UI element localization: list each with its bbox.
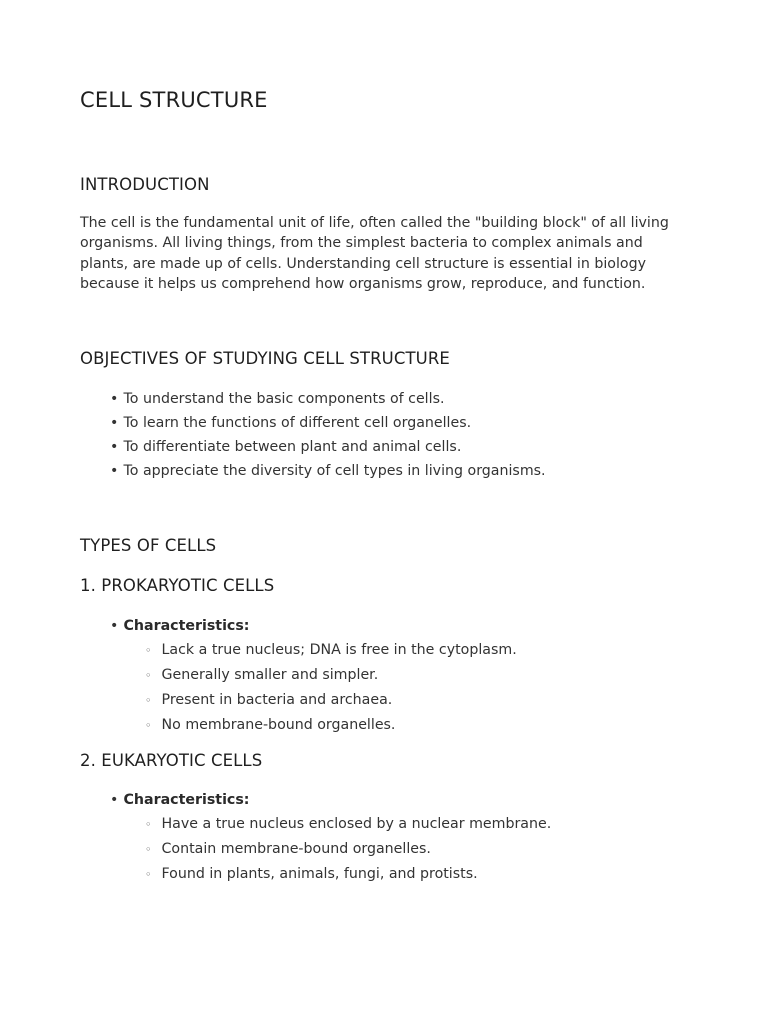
list-item xyxy=(110,614,517,738)
list-item-text: To appreciate the diversity of cell types in living organisms. xyxy=(123,463,546,479)
eukaryotic-characteristics xyxy=(110,812,551,887)
circle-bullet-icon: ◦ xyxy=(145,644,152,657)
characteristics-label: Characteristics: xyxy=(123,792,250,808)
list-item-text: To learn the functions of different cell organelles. xyxy=(123,415,472,431)
circle-bullet-icon: ◦ xyxy=(145,818,152,831)
bullet-icon: • xyxy=(110,439,119,455)
prokaryotic-heading: 1. PROKARYOTIC CELLS xyxy=(80,576,275,595)
bullet-icon: • xyxy=(110,391,119,407)
prokaryotic-list xyxy=(110,614,517,738)
circle-bullet-icon: ◦ xyxy=(145,669,152,682)
list-item xyxy=(145,713,517,738)
introduction-paragraph: The cell is the fundamental unit of life, often called the "building block" of all living organisms. All living things, from the simplest bacteria to complex animals and plants, are made up of cells. Understanding cell structure is essential in biology because it helps us comprehend how organisms grow, reproduce, and function. xyxy=(80,215,669,293)
bullet-icon: • xyxy=(110,415,119,431)
list-item xyxy=(145,688,517,713)
list-item-text: No membrane-bound organelles. xyxy=(161,717,396,733)
list-item xyxy=(145,812,551,837)
list-item xyxy=(110,459,546,483)
objectives-list xyxy=(110,387,546,483)
bullet-icon: • xyxy=(110,618,119,634)
list-item-text: Present in bacteria and archaea. xyxy=(161,692,393,708)
list-item xyxy=(145,862,551,887)
circle-bullet-icon: ◦ xyxy=(145,719,152,732)
bullet-icon: • xyxy=(110,463,119,479)
characteristics-label: Characteristics: xyxy=(123,618,250,634)
list-item-text: To understand the basic components of cells. xyxy=(123,391,445,407)
circle-bullet-icon: ◦ xyxy=(145,694,152,707)
list-item xyxy=(110,411,546,435)
list-item-text: Found in plants, animals, fungi, and protists. xyxy=(161,866,478,882)
bullet-icon: • xyxy=(110,792,119,808)
list-item xyxy=(110,788,551,887)
list-item xyxy=(110,387,546,411)
page-title: CELL STRUCTURE xyxy=(80,88,268,112)
introduction-heading: INTRODUCTION xyxy=(80,175,210,194)
list-item xyxy=(145,638,517,663)
list-item xyxy=(145,663,517,688)
types-heading: TYPES OF CELLS xyxy=(80,536,217,555)
list-item-text: To differentiate between plant and animal cells. xyxy=(123,439,462,455)
prokaryotic-characteristics xyxy=(110,638,517,738)
eukaryotic-heading: 2. EUKARYOTIC CELLS xyxy=(80,751,263,770)
list-item-text: Contain membrane-bound organelles. xyxy=(161,841,431,857)
list-item xyxy=(110,435,546,459)
circle-bullet-icon: ◦ xyxy=(145,868,152,881)
eukaryotic-list xyxy=(110,788,551,887)
objectives-heading: OBJECTIVES OF STUDYING CELL STRUCTURE xyxy=(80,349,450,368)
list-item-text: Lack a true nucleus; DNA is free in the cytoplasm. xyxy=(161,642,517,658)
list-item-text: Generally smaller and simpler. xyxy=(161,667,379,683)
list-item-text: Have a true nucleus enclosed by a nuclear membrane. xyxy=(161,816,552,832)
list-item xyxy=(145,837,551,862)
circle-bullet-icon: ◦ xyxy=(145,843,152,856)
